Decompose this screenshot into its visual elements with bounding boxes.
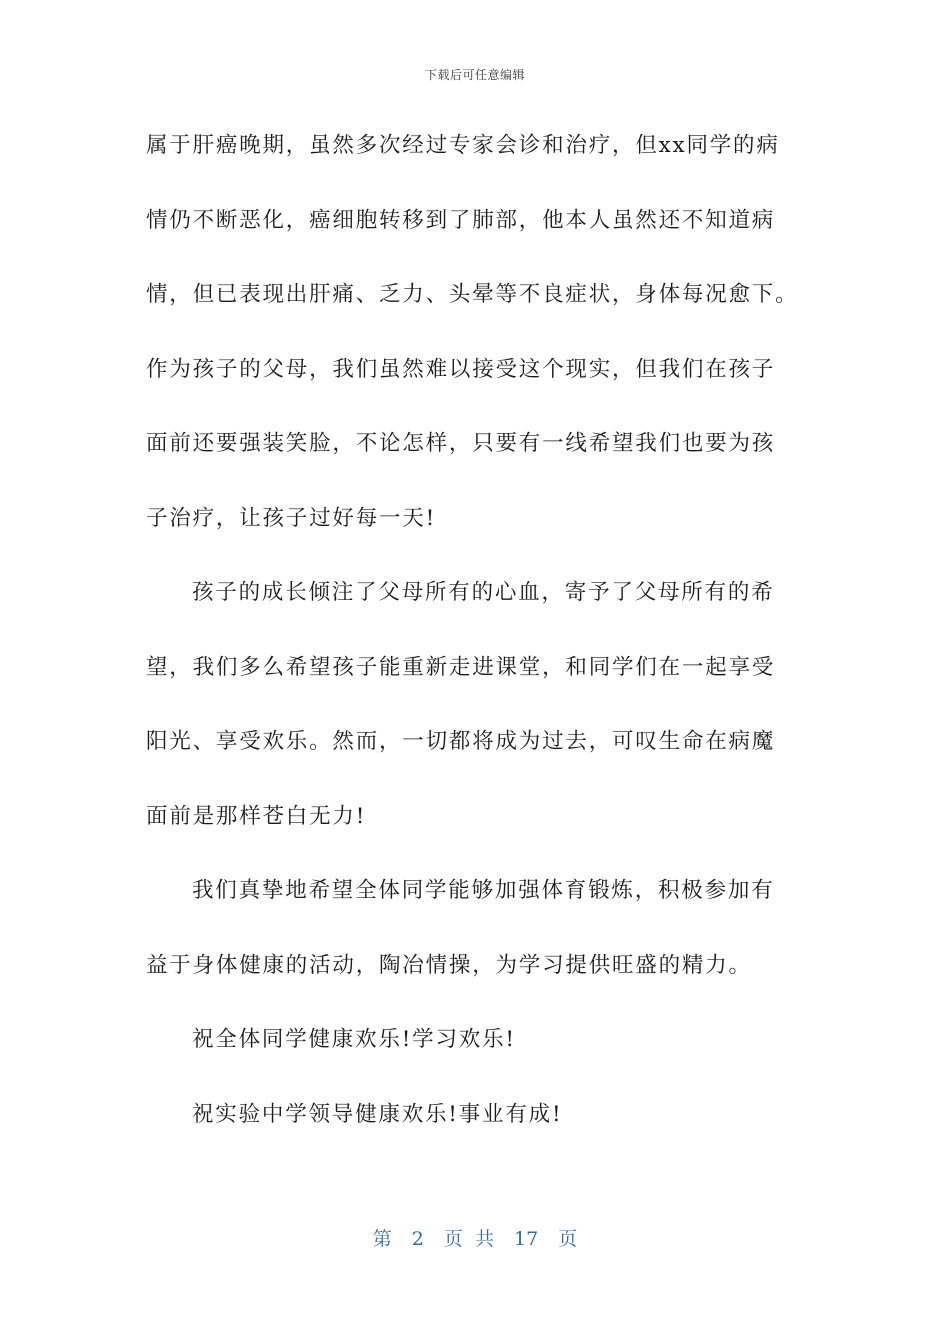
text-line: 情仍不断恶化，癌细胞转移到了肺部，他本人虽然还不知道病 bbox=[146, 207, 776, 233]
text-line: 作为孩子的父母，我们虽然难以接受这个现实，但我们在孩子 bbox=[146, 356, 776, 382]
footer-total-pages: 17 bbox=[514, 1228, 539, 1250]
text-line: 孩子的成长倾注了父母所有的心血，寄予了父母所有的希 bbox=[192, 580, 775, 605]
footer-prefix: 第 bbox=[372, 1228, 392, 1250]
text-line: 祝实验中学领导健康欢乐!事业有成! bbox=[192, 1101, 563, 1127]
footer-suffix: 页 bbox=[558, 1228, 578, 1250]
text-line: 属于肝癌晚期，虽然多次经过专家会诊和治疗，但xx同学的病 bbox=[146, 133, 780, 158]
text-line: 阳光、享受欢乐。然而，一切都将成为过去，可叹生命在病魔 bbox=[146, 729, 776, 754]
header-note: 下载后可任意编辑 bbox=[424, 68, 525, 82]
footer-middle: 页 共 bbox=[443, 1228, 494, 1250]
text-line: 情，但已表现出肝痛、乏力、头晕等不良症状，身体每况愈下。 bbox=[146, 282, 799, 307]
footer-current-page: 2 bbox=[411, 1228, 424, 1250]
text-line: 面前还要强装笑脸，不论怎样，只要有一线希望我们也要为孩 bbox=[146, 431, 776, 456]
page-number-footer bbox=[0, 1224, 950, 1251]
text-line: 子治疗，让孩子过好每一天! bbox=[146, 505, 437, 531]
text-line: 面前是那样苍白无力! bbox=[146, 803, 367, 829]
text-line: 益于身体健康的活动，陶冶情操，为学习提供旺盛的精力。 bbox=[146, 952, 752, 978]
text-line: 我们真挚地希望全体同学能够加强体育锻炼，积极参加有 bbox=[192, 878, 775, 903]
text-line: 望，我们多么希望孩子能重新走进课堂，和同学们在一起享受 bbox=[146, 654, 776, 680]
text-line: 祝全体同学健康欢乐!学习欢乐! bbox=[192, 1027, 516, 1052]
body-text bbox=[146, 124, 811, 1167]
